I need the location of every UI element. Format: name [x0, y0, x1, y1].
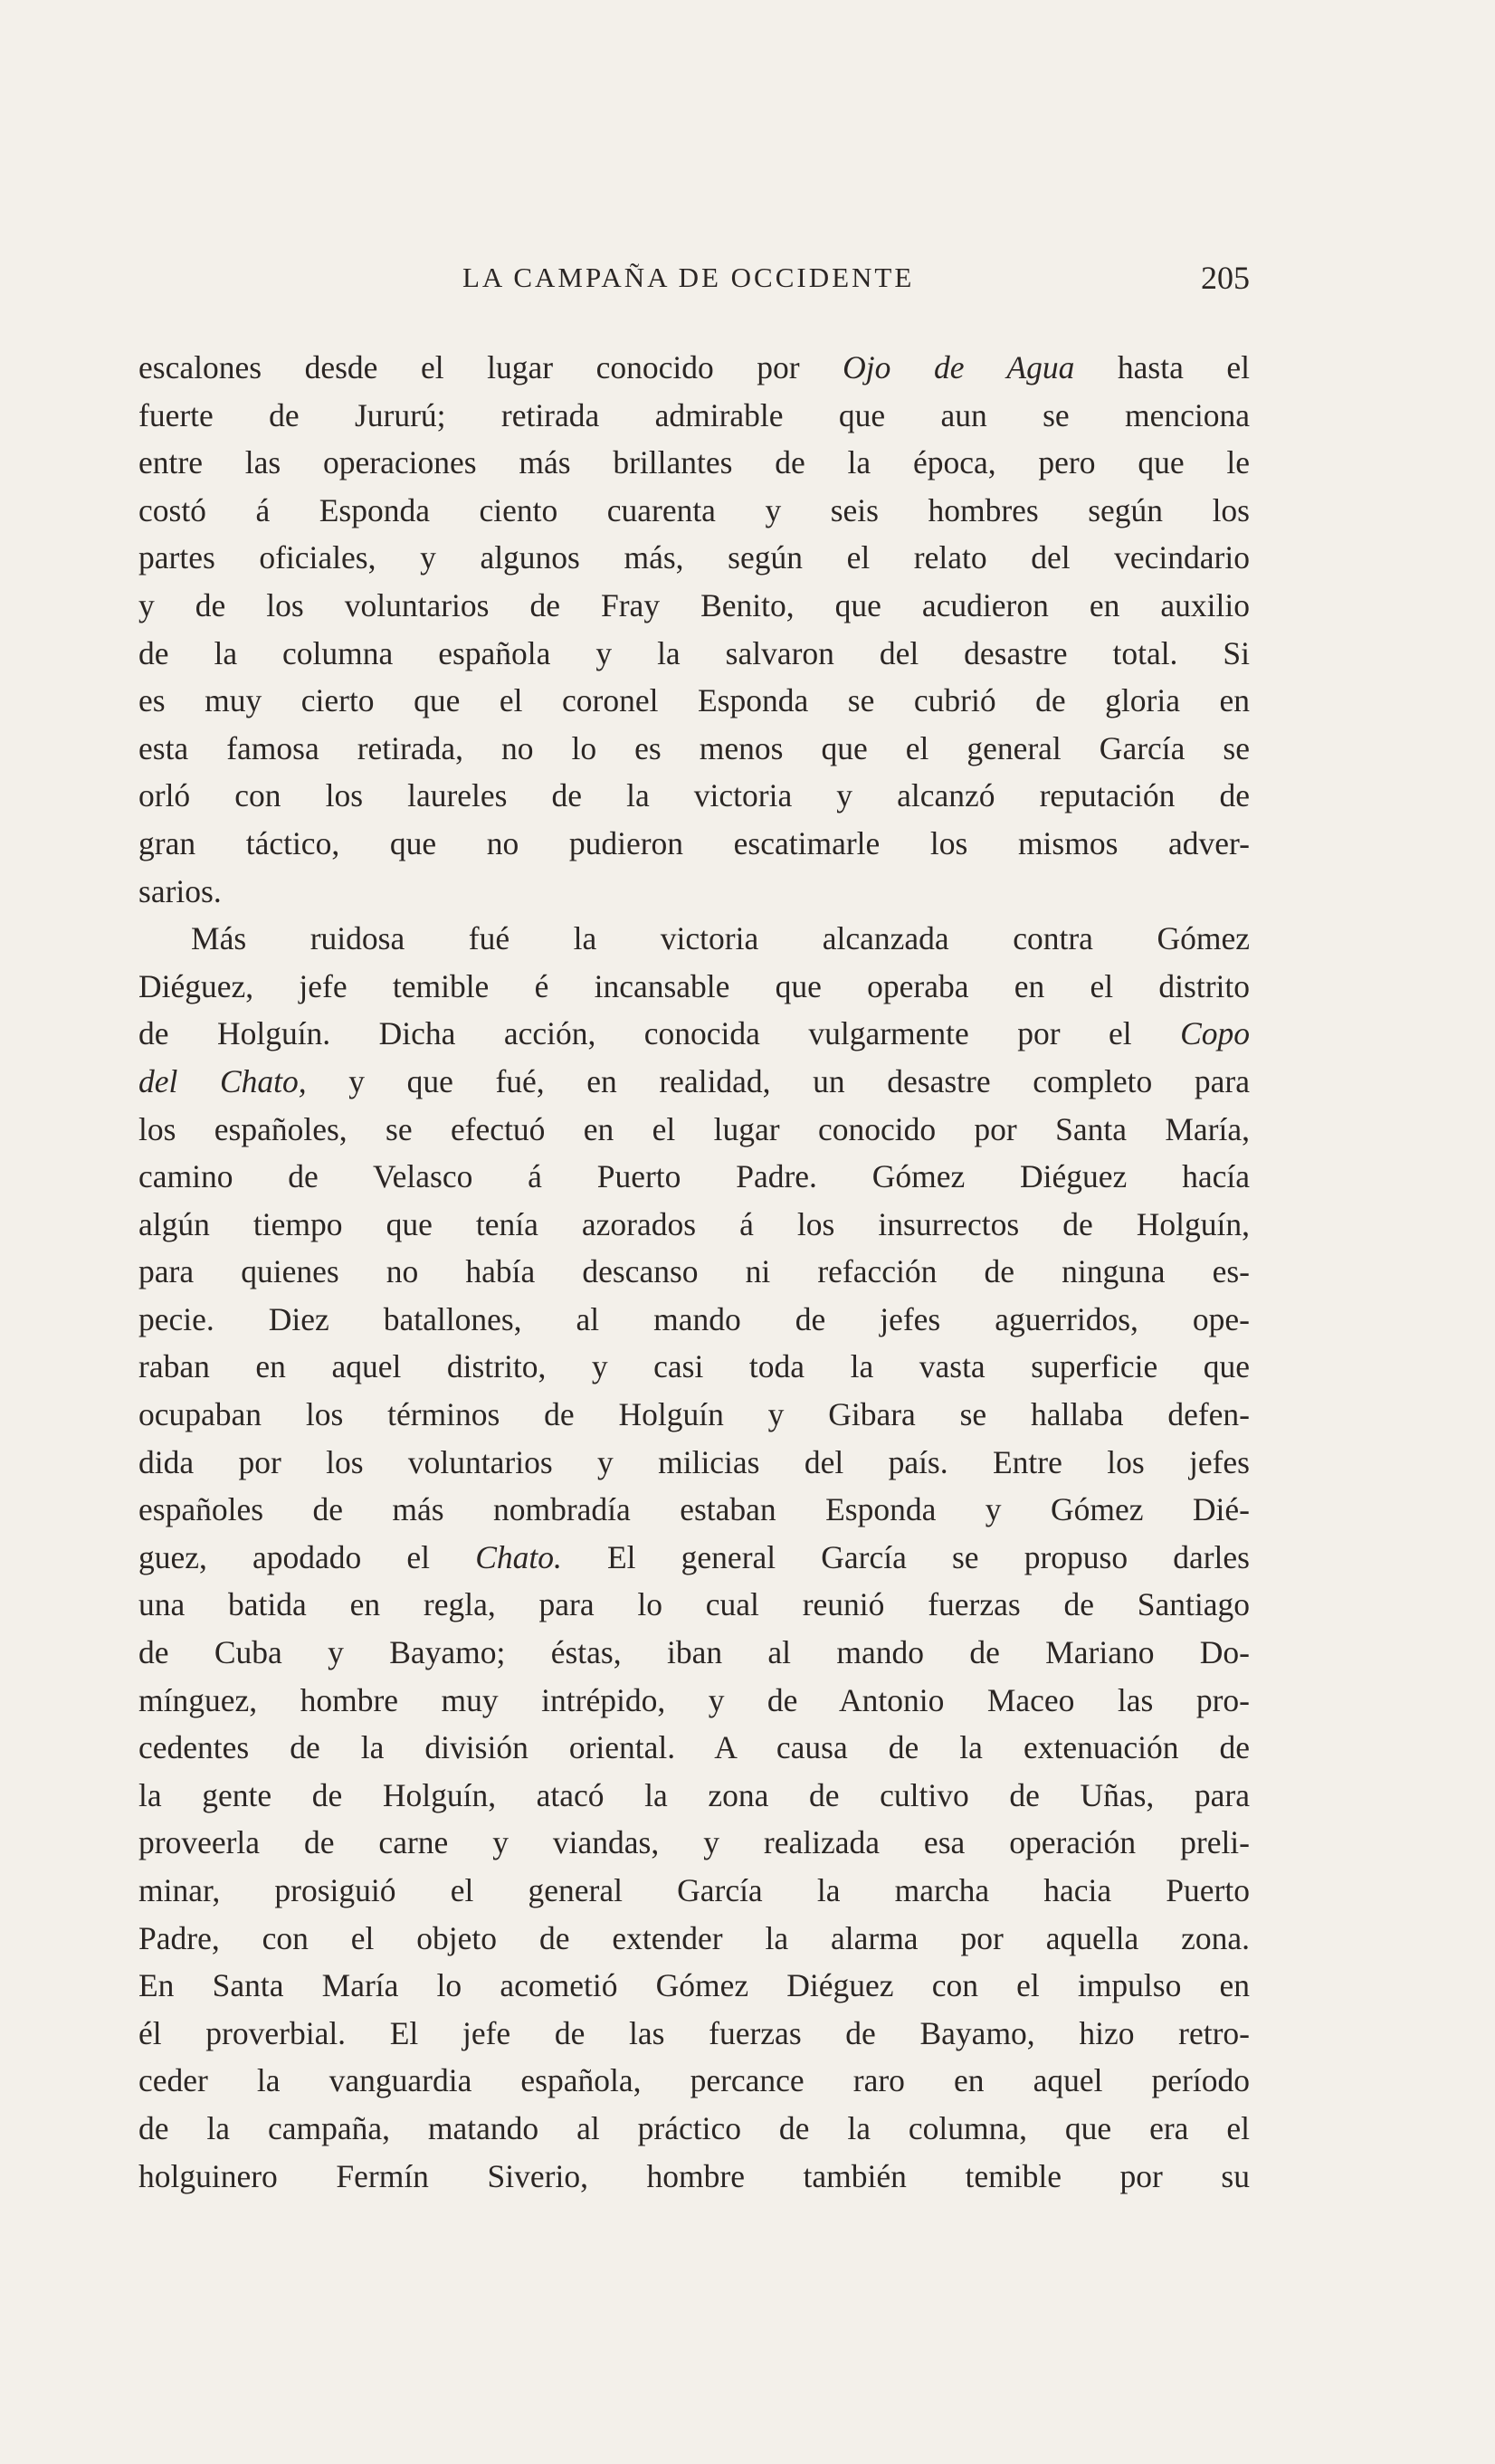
text-line: una batida en regla, para lo cual reunió fuerzas de Santiago [138, 1586, 1250, 1623]
text-line: él proverbial. El jefe de las fuerzas de Bayamo, hizo retro- [138, 2014, 1250, 2051]
text-line: En Santa María lo acometió Gómez Diéguez con el impulso en [138, 1967, 1250, 2004]
text-line: cedentes de la división oriental. A causa de la extenuación de [138, 1729, 1250, 1766]
text-line: la gente de Holguín, atacó la zona de cultivo de Uñas, para [138, 1776, 1250, 1813]
page-number: 205 [1201, 260, 1250, 296]
text-line: gran táctico, que no pudieron escatimarle los mismos adver- [138, 824, 1250, 861]
text-line: de la columna española y la salvaron del desastre total. Si [138, 634, 1250, 671]
text-line: dida por los voluntarios y milicias del país. Entre los jefes [138, 1443, 1250, 1480]
text-line: esta famosa retirada, no lo es menos que el general García se [138, 729, 1250, 766]
page-header [138, 255, 1250, 300]
text-line: orló con los laureles de la victoria y alcanzó reputación de [138, 777, 1250, 814]
text-line: raban en aquel distrito, y casi toda la vasta superficie que [138, 1348, 1250, 1385]
text-line: es muy cierto que el coronel Esponda se cubrió de gloria en [138, 682, 1250, 719]
text-line: Padre, con el objeto de extender la alarma por aquella zona. [138, 1919, 1250, 1956]
text-line: Diéguez, jefe temible é incansable que operaba en el distrito [138, 967, 1250, 1004]
text-line: costó á Esponda ciento cuarenta y seis hombres según los [138, 491, 1250, 528]
paragraph-first-line: Más ruidosa fué la victoria alcanzada contra Gómez [191, 920, 1250, 957]
text-line: para quienes no había descanso ni refacción de ninguna es- [138, 1253, 1250, 1290]
text-line: de Cuba y Bayamo; éstas, iban al mando de Mariano Do- [138, 1634, 1250, 1671]
text-line: del Chato, y que fué, en realidad, un desastre completo para [138, 1062, 1250, 1099]
text-line: mínguez, hombre muy intrépido, y de Antonio Maceo las pro- [138, 1681, 1250, 1718]
text-line: entre las operaciones más brillantes de la época, pero que le [138, 444, 1250, 481]
text-line: españoles de más nombradía estaban Esponda y Gómez Dié- [138, 1491, 1250, 1528]
text-line: ceder la vanguardia española, percance raro en aquel período [138, 2062, 1250, 2099]
text-line: sarios. [138, 872, 222, 909]
text-line: de Holguín. Dicha acción, conocida vulgarmente por el Copo [138, 1015, 1250, 1052]
text-line: camino de Velasco á Puerto Padre. Gómez Diéguez hacía [138, 1158, 1250, 1195]
text-line: ocupaban los términos de Holguín y Gibara se hallaba defen- [138, 1396, 1250, 1433]
text-line: de la campaña, matando al práctico de la columna, que era el [138, 2109, 1250, 2146]
text-line: y de los voluntarios de Fray Benito, que acudieron en auxilio [138, 586, 1250, 623]
text-line: fuerte de Jururú; retirada admirable que aun se menciona [138, 396, 1250, 433]
text-line: proveerla de carne y viandas, y realizada esa operación preli- [138, 1824, 1250, 1861]
running-title: LA CAMPAÑA DE OCCIDENTE [462, 262, 915, 293]
text-line: minar, prosiguió el general García la marcha hacia Puerto [138, 1872, 1250, 1908]
text-line: escalones desde el lugar conocido por Ojo de Agua hasta el [138, 349, 1250, 385]
text-line: algún tiempo que tenía azorados á los insurrectos de Holguín, [138, 1205, 1250, 1242]
text-line: pecie. Diez batallones, al mando de jefes aguerridos, ope- [138, 1300, 1250, 1337]
text-line: holguinero Fermín Siverio, hombre también temible por su [138, 2157, 1250, 2194]
text-line: guez, apodado el Chato. El general García se propuso darles [138, 1538, 1250, 1575]
body-text [138, 344, 1250, 2200]
text-line: los españoles, se efectuó en el lugar conocido por Santa María, [138, 1110, 1250, 1147]
text-line: partes oficiales, y algunos más, según el relato del vecindario [138, 539, 1250, 576]
